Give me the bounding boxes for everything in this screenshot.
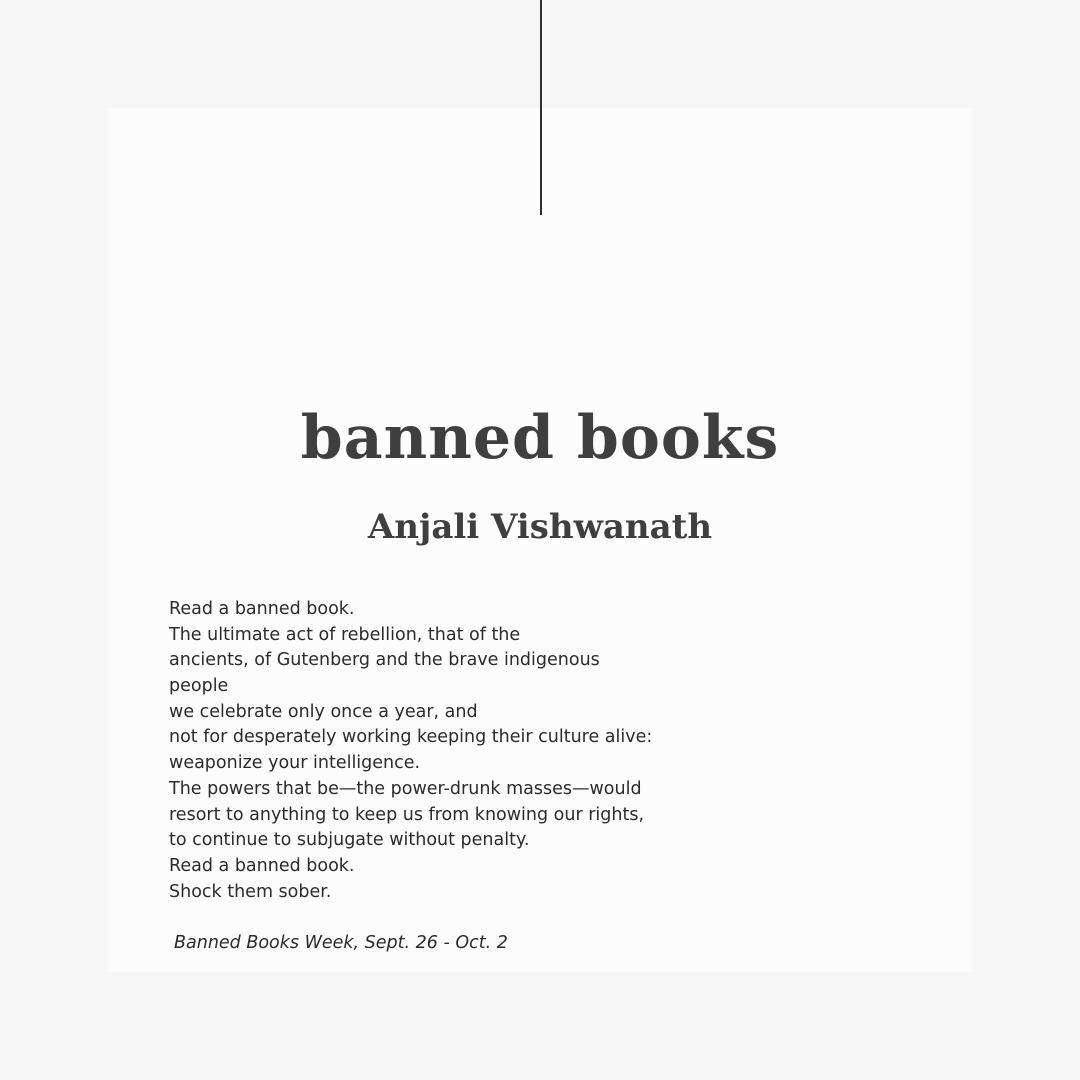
poem-body: [169, 597, 709, 905]
poem-line: Read a banned book.: [169, 855, 355, 876]
poem-title: banned books: [300, 403, 780, 473]
poem-line: ancients, of Gutenberg and the brave indigenous: [169, 650, 600, 671]
poem-line: The powers that be—the power-drunk masses—would: [169, 778, 642, 799]
author-name: Anjali Vishwanath: [367, 507, 713, 547]
poem-line: resort to anything to keep us from knowing our rights,: [169, 804, 645, 825]
vertical-divider-line: [540, 0, 542, 215]
poem-line: weaponize your intelligence.: [169, 753, 421, 774]
poem-line: we celebrate only once a year, and: [169, 701, 478, 722]
poem-line: Shock them sober.: [169, 881, 332, 902]
event-footnote: Banned Books Week, Sept. 26 - Oct. 2: [174, 933, 508, 953]
poem-line: The ultimate act of rebellion, that of the: [169, 624, 521, 645]
poem-line: to continue to subjugate without penalty.: [169, 830, 530, 851]
poem-line: not for desperately working keeping their culture alive:: [169, 727, 653, 748]
poem-line: Read a banned book.: [169, 599, 355, 619]
poem-line: people: [169, 676, 229, 697]
